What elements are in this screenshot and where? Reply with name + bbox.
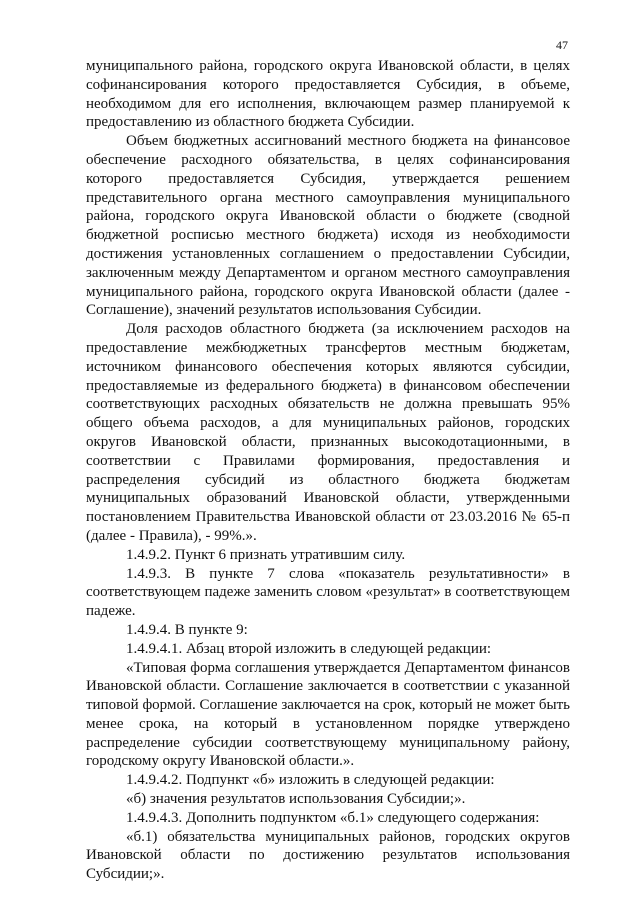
- paragraph-item-1-4-9-4-2: 1.4.9.4.2. Подпункт «б» изложить в следующей редакции:: [126, 772, 495, 789]
- paragraph-budget-allocations: Объем бюджетных ассигнований местного бюджета на финансовое обеспечение расходного обязательства, в целях софинансирования которого предоставляется Субсидия, утверждается решением представительного органа местного самоуправления муниципального района, городского округа Ивановской области о бюджете (сводной бюджетной росписью местного бюджета) исходя из необходимости достижения установленных соглашением о предоставлении Субсидии, заключенным между Департаментом и органом местного самоуправления муниципального района, городского округа Ивановской области (далее - Соглашение), значений результатов использования Субсидии.: [86, 133, 570, 319]
- paragraph-regional-budget-share: Доля расходов областного бюджета (за исключением расходов на предоставление межбюджетных трансфертов местным бюджетам, источником финансового обеспечения которых являются субсидии, предоставляемые из федерального бюджета) в финансовом обеспечении соответствующих расходных обязательств не должна превышать 95% общего объема расходов, а для муниципальных районов, городских округов Ивановской области, признанных высокодотационными, в соответствии с Правилами формирования, предоставления и распределения субсидий из областного бюджета бюджетам муниципальных образований Ивановской области, утвержденными постановлением Правительства Ивановской области от 23.03.2016 № 65-п (далее - Правила), - 99%.».: [86, 321, 570, 544]
- paragraph-item-1-4-9-4-3: 1.4.9.4.3. Дополнить подпунктом «б.1» следующего содержания:: [126, 809, 540, 826]
- paragraph-subparagraph-b1: «б.1) обязательства муниципальных районов, городских округов Ивановской области по достижению результатов использования Субсидии;».: [86, 828, 570, 883]
- paragraph-item-1-4-9-4-1: 1.4.9.4.1. Абзац второй изложить в следующей редакции:: [126, 640, 492, 657]
- paragraph-item-1-4-9-4: 1.4.9.4. В пункте 9:: [126, 621, 248, 638]
- paragraph-subparagraph-b: «б) значения результатов использования Субсидии;».: [126, 791, 466, 808]
- paragraph-item-1-4-9-2: 1.4.9.2. Пункт 6 признать утратившим силу.: [126, 546, 406, 563]
- document-body: [86, 57, 570, 884]
- paragraph-continuation: муниципального района, городского округа Ивановской области, в целях софинансирования которого предоставляется Субсидия, в объеме, необходимом для его исполнения, включающем размер планируемой к предоставлению из областного бюджета Субсидии.: [86, 58, 570, 131]
- page-number: 47: [556, 38, 568, 52]
- paragraph-item-1-4-9-3: 1.4.9.3. В пункте 7 слова «показатель результативности» в соответствующем падеже заменить словом «результат» в соответствующем падеже.: [86, 565, 570, 620]
- paragraph-typical-agreement-form: «Типовая форма соглашения утверждается Департаментом финансов Ивановской области. Соглашение заключается в соответствии с указанной типовой формой. Соглашение заключается на срок, который не может быть менее срока, на который в установленном порядке утверждено распределение субсидии соответствующему муниципальному району, городскому округу Ивановской области.».: [86, 659, 570, 770]
